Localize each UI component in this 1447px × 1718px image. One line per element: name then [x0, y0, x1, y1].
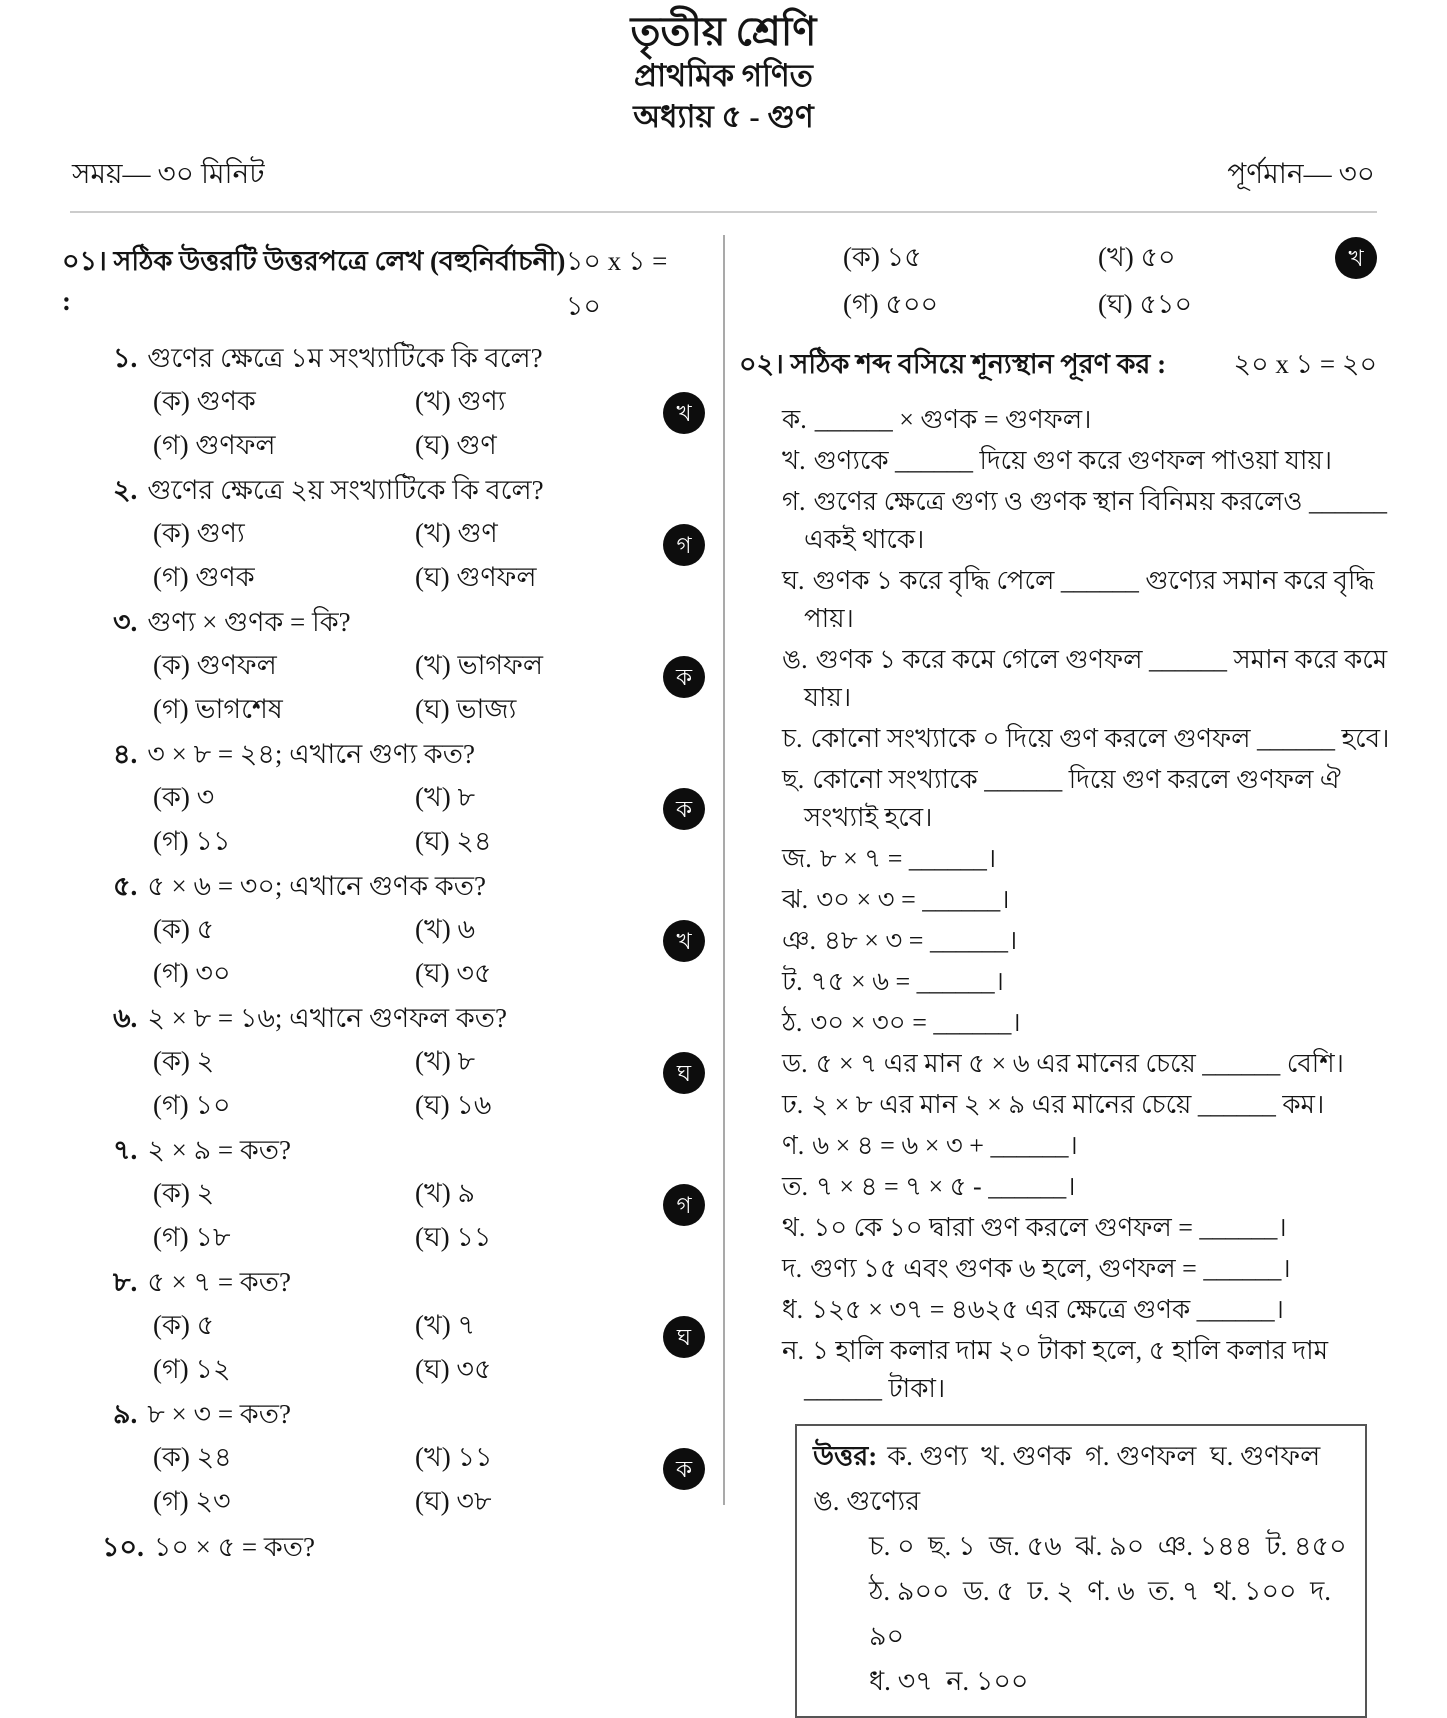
option-ka: (ক) ২ — [153, 1178, 215, 1208]
question-text: ৫ × ৬ = ৩০; এখানে গুণক কত? — [147, 871, 487, 901]
two-column-body — [0, 235, 1447, 1696]
question-text: ৩ × ৮ = ২৪; এখানে গুণ্য কত? — [147, 739, 475, 769]
fill-item-da: দ. গুণ্য ১৫ এবং গুণক ৬ হলে, গুণফল = ______। — [782, 1254, 1291, 1283]
fill-item-ga: গ. গুণের ক্ষেত্রে গুণ্য ও গুণক স্থান বিনিময় করলেও ______ একই থাকে। — [782, 487, 1388, 554]
total-marks-label: পূর্ণমান— ৩০ — [1227, 159, 1375, 190]
option-ka: (ক) ২৪ — [153, 1442, 232, 1472]
right-column — [739, 235, 1447, 1696]
fill-item-ta: ট. ৭৫ × ৬ = ______। — [782, 967, 1004, 996]
fill-item-dha: ধ. ১২৫ × ৩৭ = ৪৬২৫ এর ক্ষেত্রে গুণক ______। — [782, 1295, 1284, 1324]
section1-heading-row — [40, 241, 705, 331]
options-grid — [40, 1308, 705, 1387]
option-gha: (ঘ) ৩৮ — [415, 1486, 492, 1516]
options-grid — [40, 384, 705, 463]
header-rule — [70, 211, 1377, 213]
answer-line-3: ঠ. ৯০০ ড. ৫ ঢ. ২ ণ. ৬ ত. ৭ থ. ১০০ দ. ৯০ — [869, 1576, 1338, 1651]
fill-item-na: ন. ১ হালি কলার দাম ২০ টাকা হলে, ৫ হালি কলার দাম ______ টাকা। — [782, 1336, 1329, 1403]
option-ga: (গ) ১২ — [153, 1354, 231, 1384]
question-text: গুণ্য × গুণক = কি? — [147, 607, 351, 637]
question-number: ৮. — [113, 1267, 138, 1297]
option-gha: (ঘ) ২৪ — [415, 826, 492, 856]
question-number: ৬. — [113, 1003, 138, 1033]
answer-badge: ক — [663, 1448, 705, 1490]
question-number: ৪. — [113, 739, 138, 769]
question-text: ২ × ৮ = ১৬; এখানে গুণফল কত? — [147, 1003, 507, 1033]
mcq-question-1 — [40, 340, 705, 463]
fill-item-ka: ক. ______ × গুণক = গুণফল। — [782, 405, 1092, 434]
option-kha: (খ) ৮ — [415, 1046, 475, 1076]
option-gha: (ঘ) ১৬ — [415, 1090, 492, 1120]
fill-item-ddha: ঢ. ২ × ৮ এর মান ২ × ৯ এর মানের চেয়ে ______ কম। — [782, 1090, 1325, 1119]
options-grid — [40, 516, 705, 595]
question-line — [40, 736, 705, 773]
option-gha: (ঘ) ৫১০ — [1098, 289, 1193, 319]
option-ga: (গ) ভাগশেষ — [153, 694, 283, 724]
answer-badge: গ — [663, 1184, 705, 1226]
option-ka: (ক) গুণক — [153, 386, 256, 416]
answer-badge: ঘ — [663, 1052, 705, 1094]
option-ka: (ক) ১৫ — [843, 242, 922, 272]
fill-item-tha2: থ. ১০ কে ১০ দ্বারা গুণ করলে গুণফল = ______। — [782, 1213, 1287, 1242]
option-ga: (গ) গুণক — [153, 562, 255, 592]
answer-badge: গ — [663, 524, 705, 566]
options-grid — [40, 1440, 705, 1519]
mcq-question-6 — [40, 1000, 705, 1123]
answer-line-1: উত্তর: ক. গুণ্য খ. গুণক গ. গুণফল ঘ. গুণফল ঙ. গুণ্যের — [813, 1441, 1334, 1516]
answer-badge: খ — [1335, 237, 1377, 279]
option-kha: (খ) ৬ — [415, 914, 476, 944]
answer-key-box — [795, 1424, 1367, 1718]
fill-item-kha: খ. গুণ্যকে ______ দিয়ে গুণ করে গুণফল পাওয়া যায়। — [782, 446, 1333, 475]
question-line — [40, 472, 705, 509]
time-label: সময়— ৩০ মিনিট — [72, 159, 265, 190]
option-kha: (খ) ৭ — [415, 1310, 476, 1340]
option-kha: (খ) ৯ — [415, 1178, 475, 1208]
fill-item-dda: ড. ৫ × ৭ এর মান ৫ × ৬ এর মানের চেয়ে ______ বেশি। — [782, 1049, 1344, 1078]
option-gha: (ঘ) ৩৫ — [415, 958, 492, 988]
fill-item-ja: জ. ৮ × ৭ = ______। — [782, 844, 997, 873]
options-grid — [40, 1044, 705, 1123]
option-gha: (ঘ) ৩৫ — [415, 1354, 492, 1384]
options-grid — [40, 648, 705, 727]
question-line — [40, 1264, 705, 1301]
question-text: ৮ × ৩ = কত? — [147, 1399, 291, 1429]
options-grid — [40, 780, 705, 859]
question-text: গুণের ক্ষেত্রে ১ম সংখ্যাটিকে কি বলে? — [147, 343, 543, 373]
option-ka: (ক) গুণফল — [153, 650, 277, 680]
option-kha: (খ) গুণ — [415, 518, 498, 548]
meta-row — [0, 152, 1447, 199]
question-number: ২. — [113, 475, 138, 505]
options-grid — [40, 912, 705, 991]
question-line — [40, 1132, 705, 1169]
answer-line-4: ধ. ৩৭ ন. ১০০ — [869, 1666, 1029, 1696]
question-line — [40, 1000, 705, 1037]
fill-item-jha: ঝ. ৩০ × ৩ = ______। — [782, 885, 1010, 914]
answer-badge: খ — [663, 392, 705, 434]
option-ga: (গ) ১৮ — [153, 1222, 231, 1252]
answer-line-2: চ. ০ ছ. ১ জ. ৫৬ ঝ. ৯০ ঞ. ১৪৪ ট. ৪৫০ — [869, 1531, 1347, 1561]
fill-item-tha: ঠ. ৩০ × ৩০ = ______। — [782, 1008, 1021, 1037]
question-text: ২ × ৯ = কত? — [147, 1135, 291, 1165]
option-kha: (খ) ৫০ — [1098, 242, 1176, 272]
question-number: ৩. — [113, 607, 138, 637]
mcq-question-9 — [40, 1396, 705, 1519]
fill-item-cha: ছ. কোনো সংখ্যাকে ______ দিয়ে গুণ করলে গুণফল ঐ সংখ্যাই হবে। — [782, 765, 1341, 832]
answer-badge: ক — [663, 788, 705, 830]
section1-title: ০১। সঠিক উত্তরটি উত্তরপত্রে লেখ (বহুনির্বাচনী) : — [62, 246, 566, 316]
section2-title: ০২। সঠিক শব্দ বসিয়ে শূন্যস্থান পূরণ কর : — [739, 349, 1167, 379]
option-ga: (গ) ১১ — [153, 826, 231, 856]
question-number: ১. — [113, 343, 138, 373]
option-kha: (খ) ১১ — [415, 1442, 493, 1472]
fill-item-nna: ণ. ৬ × ৪ = ৬ × ৩ + ______। — [782, 1131, 1078, 1160]
option-ka: (ক) ২ — [153, 1046, 215, 1076]
section2-heading-row — [739, 344, 1405, 389]
option-gha: (ঘ) ভাজ্য — [415, 694, 517, 724]
option-gha: (ঘ) ১১ — [415, 1222, 492, 1252]
fill-item-nya: ঞ. ৪৮ × ৩ = ______। — [782, 926, 1018, 955]
question-text: ১০ × ৫ = কত? — [153, 1532, 316, 1562]
section2-marks: ২০ x ১ = ২০ — [1233, 349, 1377, 379]
mcq-question-10-options — [739, 239, 1405, 322]
option-ga: (গ) ২৩ — [153, 1486, 231, 1516]
option-ga: (গ) ৩০ — [153, 958, 231, 988]
option-ka: (ক) ৫ — [153, 914, 215, 944]
question-line — [40, 868, 705, 905]
option-ga: (গ) গুণফল — [153, 430, 276, 460]
mcq-question-7 — [40, 1132, 705, 1255]
mcq-question-5 — [40, 868, 705, 991]
answer-badge: খ — [663, 920, 705, 962]
fill-item-ta2: ত. ৭ × ৪ = ৭ × ৫ - ______। — [782, 1172, 1076, 1201]
question-line — [40, 604, 705, 641]
option-ga: (গ) ৫০০ — [843, 289, 939, 319]
mcq-question-8 — [40, 1264, 705, 1387]
fill-in-the-blanks-list — [739, 401, 1405, 1408]
question-line — [40, 1396, 705, 1433]
option-gha: (ঘ) গুণফল — [415, 562, 537, 592]
mcq-question-10 — [40, 1529, 705, 1566]
options-grid — [40, 1176, 705, 1255]
question-text: ৫ × ৭ = কত? — [147, 1267, 291, 1297]
option-kha: (খ) ৮ — [415, 782, 475, 812]
question-number: ৯. — [113, 1399, 138, 1429]
class-title: তৃতীয় শ্রেণি — [630, 9, 817, 54]
section1-marks: ১০ x ১ = ১০ — [565, 246, 668, 321]
fill-item-ca: চ. কোনো সংখ্যাকে ০ দিয়ে গুণ করলে গুণফল ______ হবে। — [782, 724, 1390, 753]
question-number: ৭. — [113, 1135, 138, 1165]
left-column — [0, 235, 723, 1562]
option-kha: (খ) গুণ্য — [415, 386, 506, 416]
answer-badge: ক — [663, 656, 705, 698]
answer-badge: ঘ — [663, 1316, 705, 1358]
option-ka: (ক) গুণ্য — [153, 518, 245, 548]
option-ka: (ক) ৫ — [153, 1310, 215, 1340]
option-kha: (খ) ভাগফল — [415, 650, 543, 680]
mcq-question-2 — [40, 472, 705, 595]
subject-title: প্রাথমিক গণিত — [634, 58, 813, 93]
option-ga: (গ) ১০ — [153, 1090, 231, 1120]
question-line — [40, 340, 705, 377]
option-ka: (ক) ৩ — [153, 782, 215, 812]
chapter-title: অধ্যায় ৫ - গুণ — [633, 99, 814, 134]
question-number: ৫. — [113, 871, 138, 901]
paper-header — [0, 0, 1447, 138]
fill-item-gha: ঘ. গুণক ১ করে বৃদ্ধি পেলে ______ গুণ্যের সমান করে বৃদ্ধি পায়। — [782, 566, 1375, 633]
answer-key-label: উত্তর: — [813, 1441, 878, 1471]
options-grid — [739, 239, 1405, 322]
question-text: গুণের ক্ষেত্রে ২য় সংখ্যাটিকে কি বলে? — [147, 475, 544, 505]
fill-item-uma: ঙ. গুণক ১ করে কমে গেলে গুণফল ______ সমান করে কমে যায়। — [782, 645, 1388, 712]
option-gha: (ঘ) গুণ — [415, 430, 497, 460]
column-divider — [723, 235, 725, 1505]
mcq-question-4 — [40, 736, 705, 859]
question-number: ১০. — [102, 1532, 144, 1562]
mcq-question-3 — [40, 604, 705, 727]
